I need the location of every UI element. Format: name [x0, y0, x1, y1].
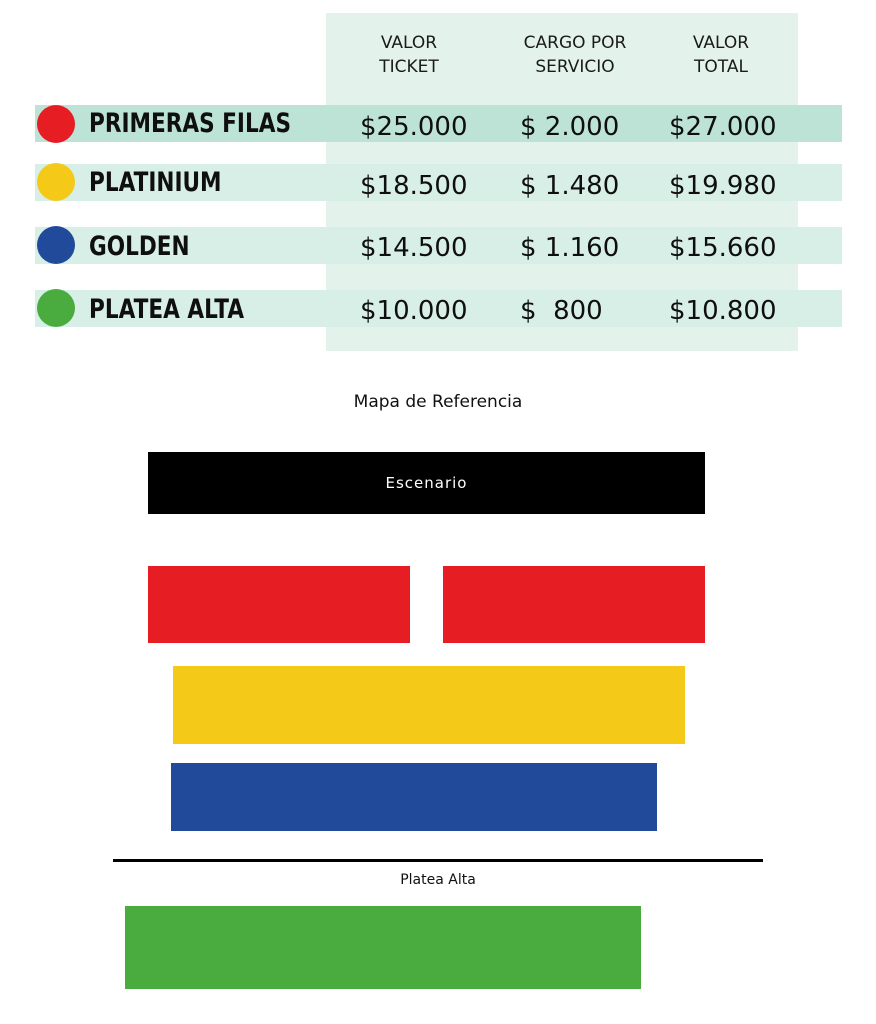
ticket-price: $25.000 [360, 112, 468, 142]
tier-name: PRIMERAS FILAS [89, 108, 292, 139]
total-price: $10.800 [669, 296, 777, 326]
total-price: $27.000 [669, 112, 777, 142]
zone-platea-alta[interactable] [125, 906, 641, 989]
platea-alta-label: Platea Alta [400, 872, 476, 888]
service-fee: $ 1.160 [520, 233, 620, 263]
zone-primeras-filas-left[interactable] [148, 566, 410, 643]
red-dot-icon [37, 105, 75, 143]
tier-name: PLATEA ALTA [89, 294, 245, 325]
header-valor-total: VALOR TOTAL [692, 33, 750, 77]
total-price: $15.660 [669, 233, 777, 263]
ticket-price: $14.500 [360, 233, 468, 263]
service-fee: $ 800 [520, 296, 603, 326]
zone-golden[interactable] [171, 763, 657, 831]
map-title: Mapa de Referencia [353, 392, 523, 412]
service-fee: $ 1.480 [520, 171, 620, 201]
ticket-price: $18.500 [360, 171, 468, 201]
ticket-price: $10.000 [360, 296, 468, 326]
zone-primeras-filas-right[interactable] [443, 566, 705, 643]
total-price: $19.980 [669, 171, 777, 201]
blue-dot-icon [37, 226, 75, 264]
header-valor-ticket: VALOR TICKET [379, 33, 439, 77]
service-fee: $ 2.000 [520, 112, 620, 142]
header-cargo-servicio: CARGO POR SERVICIO [523, 33, 627, 77]
yellow-dot-icon [37, 163, 75, 201]
tier-name: GOLDEN [89, 231, 190, 262]
stage-label: Escenario [385, 474, 468, 492]
platea-divider [113, 859, 763, 862]
zone-platinium[interactable] [173, 666, 685, 744]
stage-block [148, 452, 705, 514]
tier-name: PLATINIUM [89, 167, 222, 198]
green-dot-icon [37, 289, 75, 327]
